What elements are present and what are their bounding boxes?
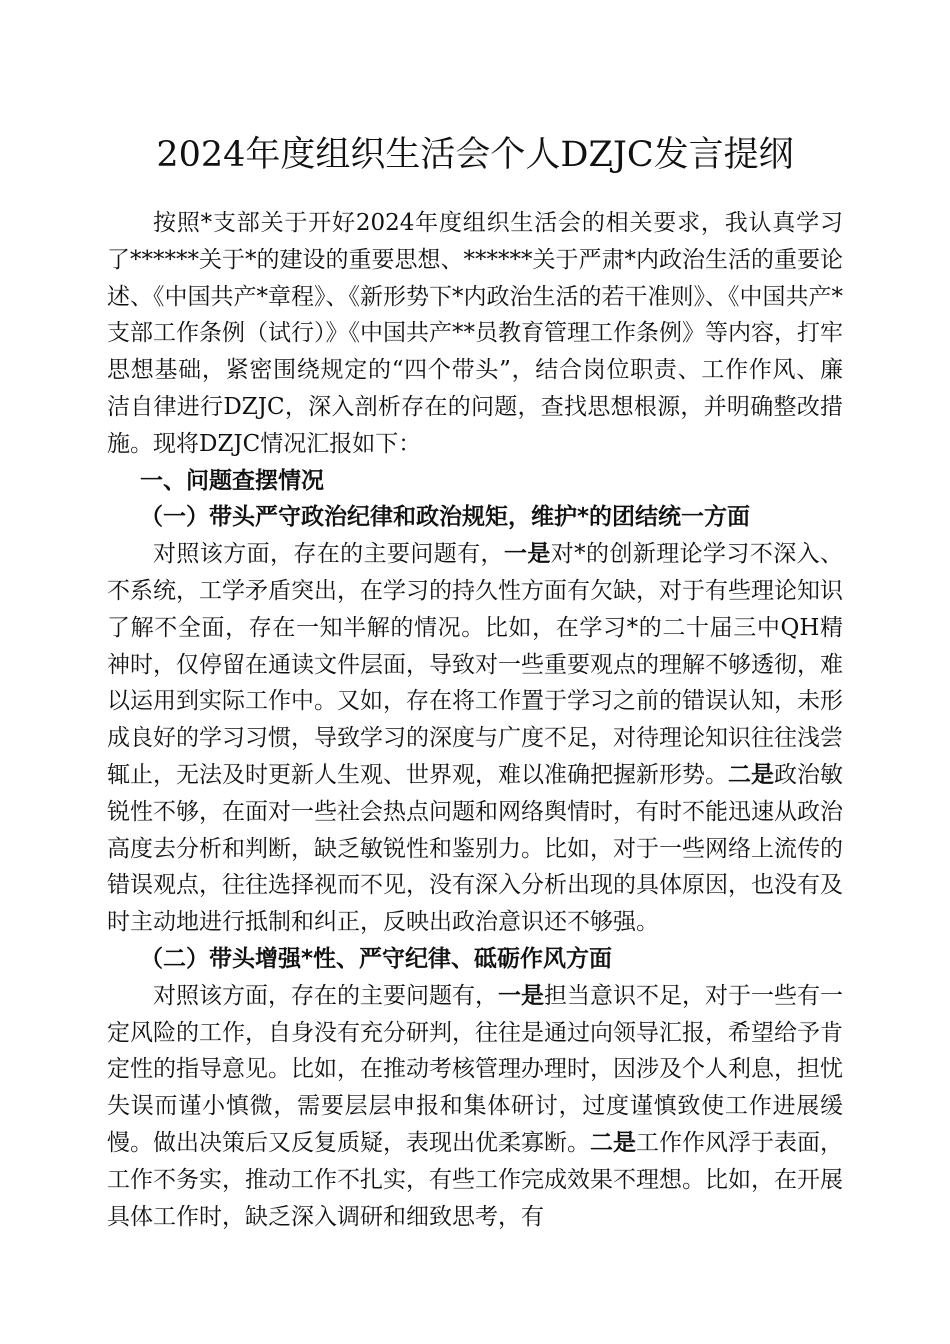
subsection-2-paragraph — [107, 978, 843, 1236]
lead-text: 对照该方面，存在的主要问题有， — [153, 982, 498, 1009]
subsection-1-paragraph — [107, 536, 843, 941]
point-text-second: 工作作风浮于表面，工作不务实，推动工作不扎实，有些工作完成效果不理想。比如，在开展具体工作时，缺乏深入调研和细致思考，有 — [107, 1129, 843, 1230]
point-text-first: 担当意识不足，对于一些有一定风险的工作，自身没有充分研判，往往是通过向领导汇报，希望给予肯定性的指导意见。比如，在推动考核管理办理时，因涉及个人利息，担忧失误而谨小慎微，需要层层申报和集体研讨，过度谨慎致使工作进展缓慢。做出决策后又反复质疑，表现出优柔寡断。 — [107, 982, 843, 1156]
point-marker-second: 二是 — [728, 761, 774, 788]
point-marker-first: 一是 — [503, 541, 551, 568]
document-title: 2024年度组织生活会个人DZJC发言提纲 — [156, 135, 794, 175]
point-marker-second: 二是 — [590, 1129, 636, 1156]
point-marker-first: 一是 — [498, 982, 544, 1009]
lead-text: 对照该方面，存在的主要问题有， — [153, 541, 504, 568]
document-body — [107, 205, 843, 1235]
section-heading-1: 一、问题查摆情况 — [140, 467, 324, 494]
subsection-heading-1: （一）带头严守政治纪律和政治规矩，维护*的团结统一方面 — [140, 504, 751, 531]
point-text-second: 政治敏锐性不够，在面对一些社会热点问题和网络舆情时，有时不能迅速从政治高度去分析和判断，缺乏敏锐性和鉴别力。比如，对于一些网络上流传的错误观点，往往选择视而不见，没有深入分析出现的具体原因，也没有及时主动地进行抵制和纠正，反映出政治意识还不够强。 — [107, 761, 843, 936]
intro-paragraph: 按照*支部关于开好2024年度组织生活会的相关要求，我认真学习了******关于*的建设的重要思想、******关于严肃*内政治生活的重要论述、《中国共产*章程》、《新形势下*内政治生活的若干准则》、《中国共产*支部工作条例（试行）》《中国共产**员教育管理工作条例》等内容，打牢思想基础，紧密围绕规定的“四个带头”，结合岗位职责、工作作风、廉洁自律进行DZJC，深入剖析存在的问题，查找思想根源，并明确整改措施。现将DZJC情况汇报如下： — [107, 210, 843, 457]
subsection-heading-2: （二）带头增强*性、严守纪律、砥砺作风方面 — [140, 945, 613, 972]
point-text-first: 对*的创新理论学习不深入、不系统，工学矛盾突出，在学习的持久性方面有欠缺，对于有些理论知识了解不全面，存在一知半解的情况。比如，在学习*的二十届三中QH精神时，仅停留在通读文件层面，导致对一些重要观点的理解不够透彻，难以运用到实际工作中。又如，存在将工作置于学习之前的错误认知，未形成良好的学习习惯，导致学习的深度与广度不足，对待理论知识往往浅尝辄止，无法及时更新人生观、世界观，难以准确把握新形势。 — [107, 541, 844, 788]
